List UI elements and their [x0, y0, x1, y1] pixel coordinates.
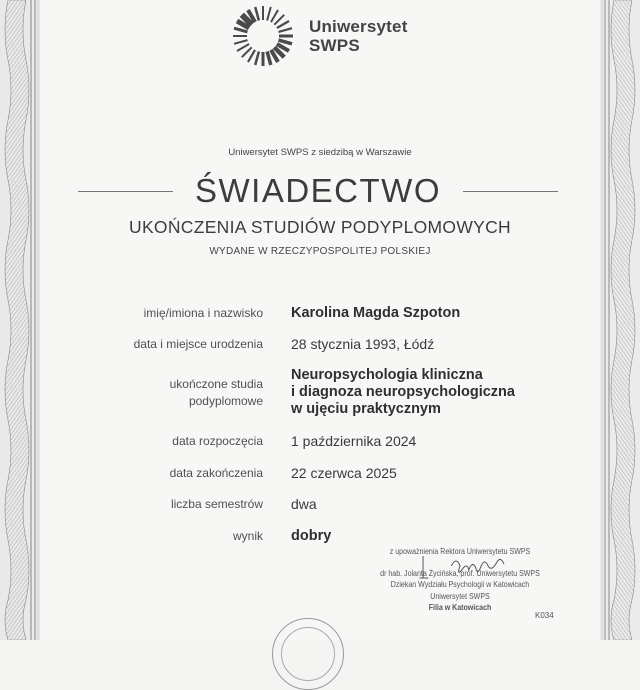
- field-value-start-date: 1 października 2024: [291, 433, 417, 449]
- sunburst-logo-icon: [231, 4, 295, 68]
- certificate-subtitle: UKOŃCZENIA STUDIÓW PODYPLOMOWYCH: [129, 217, 511, 237]
- signatory-title: Dziekan Wydziału Psychologii w Katowicach: [390, 580, 530, 589]
- signature-authority: z upoważnienia Rektora Uniwersytetu SWPS: [389, 547, 531, 556]
- title-row: [78, 172, 558, 210]
- stamp-university: Uniwersytet SWPS: [430, 591, 490, 601]
- field-label: [170, 376, 263, 410]
- university-name-line1: Uniwersytet: [309, 17, 408, 36]
- program-line: w ujęciu praktycznym: [291, 401, 441, 417]
- field-value-birth: 28 stycznia 1993, Łódź: [291, 336, 435, 352]
- program-line: Neuropsychologia kliniczna: [291, 367, 483, 383]
- field-value-semesters: dwa: [291, 496, 317, 512]
- stamp-branch: Filia w Katowicach: [428, 603, 492, 612]
- university-seat: Uniwersytet SWPS z siedzibą w Warszawie: [228, 147, 412, 158]
- program-line: i diagnoza neuropsychologiczna: [291, 384, 515, 400]
- field-label: liczba semestrów: [170, 497, 263, 511]
- signature-block: [372, 546, 548, 614]
- university-name-line2: SWPS: [309, 36, 360, 55]
- field-label: data i miejsce urodzenia: [133, 337, 263, 351]
- signatory-name: dr hab. Jolanta Życińska, prof. Uniwersytetu SWPS: [380, 568, 540, 578]
- field-label: data rozpoczęcia: [172, 434, 263, 448]
- seal-inner-ring: [281, 627, 335, 681]
- document-code: K034: [535, 611, 554, 620]
- field-value-name: Karolina Magda Szpoton: [291, 305, 461, 321]
- field-value-end-date: 22 czerwca 2025: [291, 465, 397, 481]
- field-label-line: podyplomowe: [188, 394, 263, 408]
- field-value-program: [291, 367, 515, 418]
- field-label: data zakończenia: [169, 466, 263, 480]
- title-rule-left: [78, 191, 173, 192]
- university-name: [309, 17, 408, 55]
- title-rule-right: [463, 191, 558, 192]
- official-seal-icon: [272, 618, 344, 690]
- field-label: wynik: [232, 529, 263, 543]
- guilloche-border-left: [0, 0, 40, 640]
- university-logo: [231, 4, 408, 68]
- issued-in: WYDANE W RZECZYPOSPOLITEJ POLSKIEJ: [209, 246, 431, 257]
- field-label-line: ukończone studia: [169, 377, 263, 391]
- handwritten-signature-icon: [416, 552, 513, 582]
- certificate-title: ŚWIADECTWO: [195, 172, 441, 209]
- field-value-result: dobry: [291, 528, 332, 544]
- field-label: imię/imiona i nazwisko: [143, 306, 263, 320]
- guilloche-border-right: [600, 0, 640, 640]
